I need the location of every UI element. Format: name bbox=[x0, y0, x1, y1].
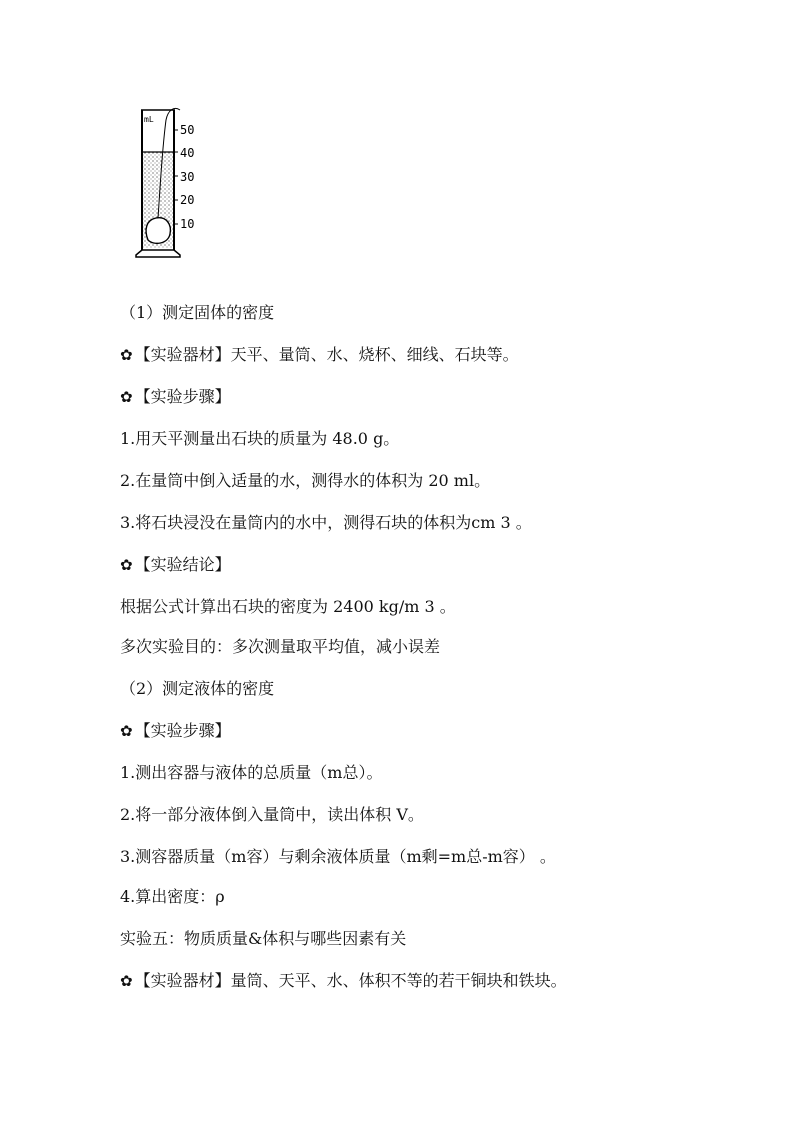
scale-label-30: 30 bbox=[180, 170, 195, 184]
steps-heading-solid: ✿ 【实验步骤】 bbox=[120, 387, 231, 406]
step-2-solid: 2.在量筒中倒入适量的水，测得水的体积为 20 ml。 bbox=[120, 471, 491, 490]
steps-heading-liquid: ✿ 【实验步骤】 bbox=[120, 721, 231, 740]
step-1-liquid: 1.测出容器与液体的总质量（m总）。 bbox=[120, 763, 383, 782]
flower-bullet-icon: ✿ bbox=[120, 346, 133, 364]
stone-shape bbox=[146, 218, 170, 244]
step-1-solid: 1.用天平测量出石块的质量为 48.0 g。 bbox=[120, 429, 400, 448]
scale-label-20: 20 bbox=[180, 193, 195, 207]
section-heading-solid-density: （1）测定固体的密度 bbox=[120, 303, 275, 322]
materials-line-experiment-five: ✿ 【实验器材】量筒、天平、水、体积不等的若干铜块和铁块。 bbox=[120, 971, 567, 990]
section-heading-liquid-density: （2）测定液体的密度 bbox=[120, 679, 275, 698]
flower-bullet-icon: ✿ bbox=[120, 556, 133, 574]
conclusion-heading: ✿ 【实验结论】 bbox=[120, 555, 231, 574]
scale-label-50: 50 bbox=[180, 123, 195, 137]
step-3-liquid: 3.测容器质量（m容）与剩余液体质量（m剩=m总-m容） 。 bbox=[120, 847, 556, 866]
step-3-solid: 3.将石块浸没在量筒内的水中，测得石块的体积为cm 3 。 bbox=[120, 513, 532, 532]
purpose-text: 多次实验目的：多次测量取平均值，减小误差 bbox=[120, 637, 441, 656]
step-4-liquid: 4.算出密度：ρ bbox=[120, 887, 225, 906]
scale-label-40: 40 bbox=[180, 146, 195, 160]
cylinder-base bbox=[136, 250, 180, 257]
scale-label-10: 10 bbox=[180, 217, 195, 231]
materials-line-solid: ✿ 【实验器材】天平、量筒、水、烧杯、细线、石块等。 bbox=[120, 345, 519, 364]
flower-bullet-icon: ✿ bbox=[120, 388, 133, 406]
unit-label: mL bbox=[144, 115, 154, 124]
conclusion-text: 根据公式计算出石块的密度为 2400 kg/m 3 。 bbox=[120, 597, 456, 616]
flower-bullet-icon: ✿ bbox=[120, 972, 133, 990]
graduated-cylinder-figure bbox=[132, 100, 212, 260]
experiment-five-heading: 实验五：物质质量&体积与哪些因素有关 bbox=[120, 929, 407, 948]
flower-bullet-icon: ✿ bbox=[120, 722, 133, 740]
step-2-liquid: 2.将一部分液体倒入量筒中，读出体积 V。 bbox=[120, 805, 424, 824]
